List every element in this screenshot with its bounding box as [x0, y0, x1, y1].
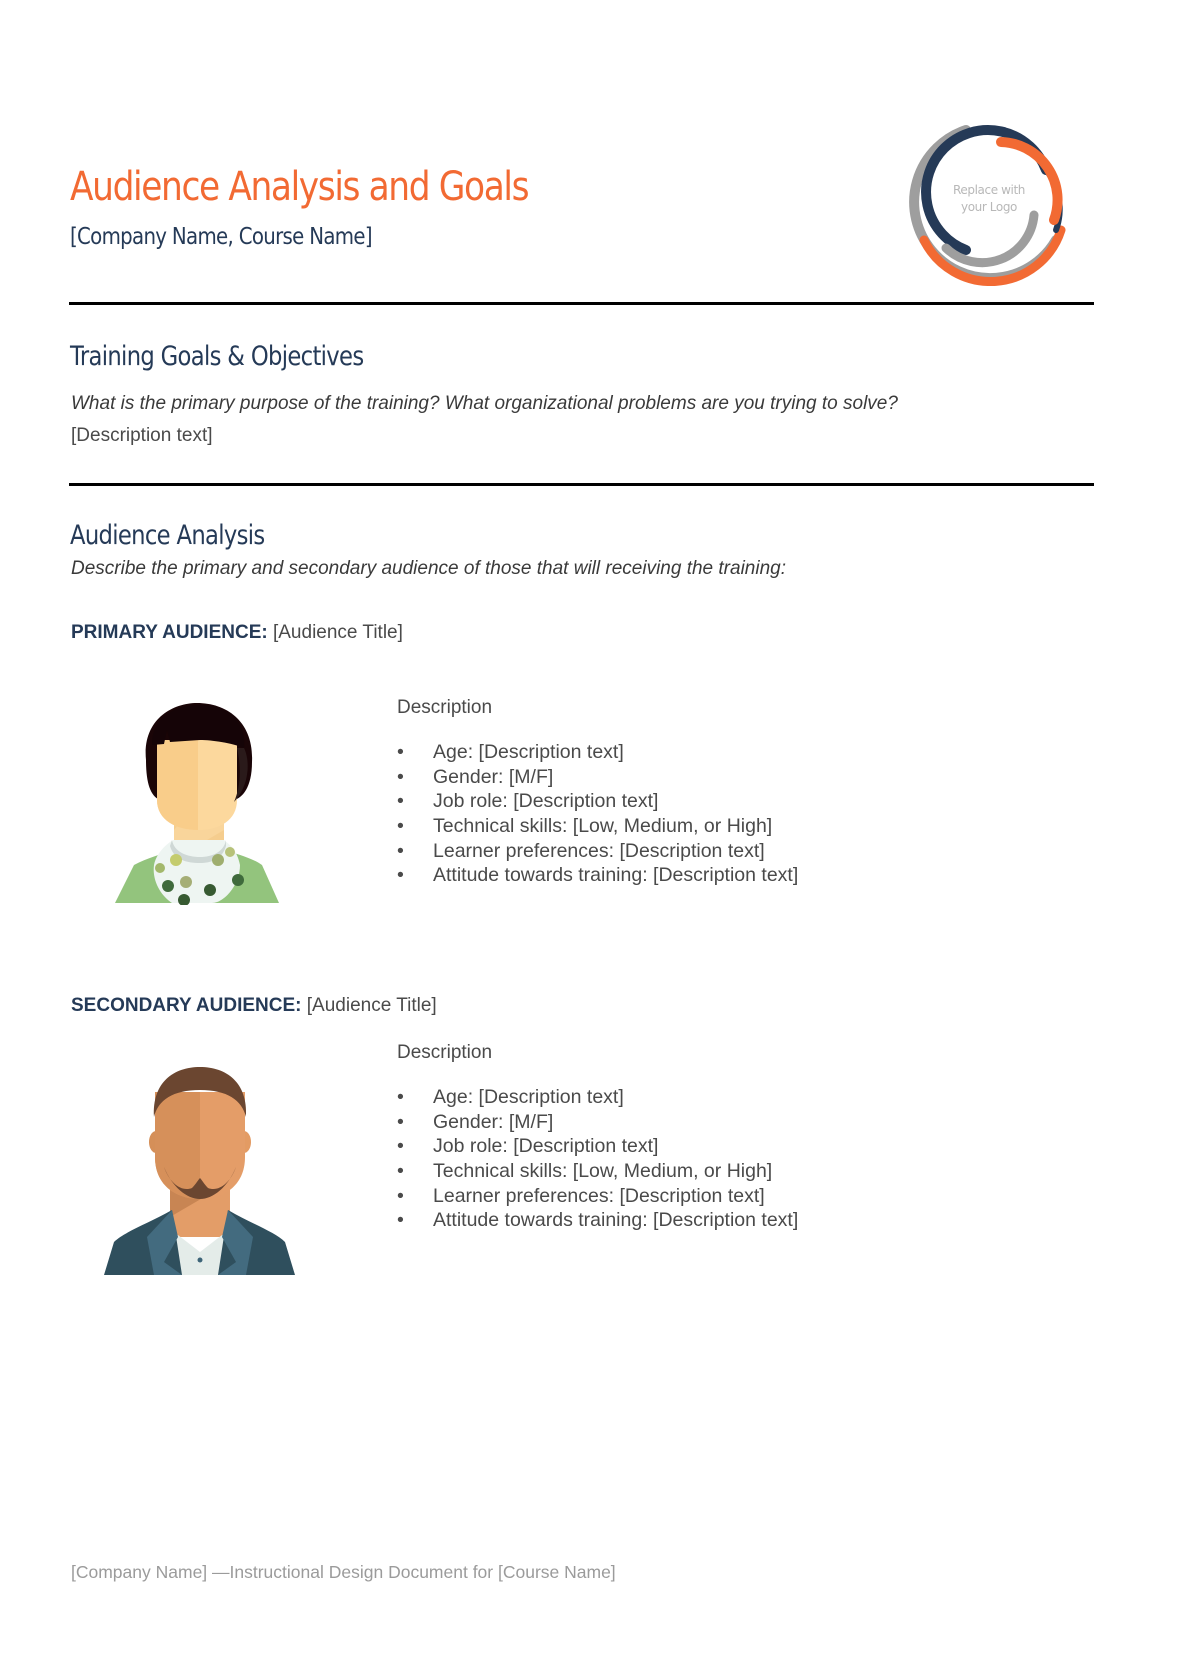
training-goals-question: What is the primary purpose of the training? What organizational problems are you trying to solve?: [71, 393, 898, 414]
audience-analysis-prompt: Describe the primary and secondary audience of those that will receiving the training:: [71, 558, 786, 579]
bullet-icon: •: [397, 1160, 404, 1183]
document-title: Audience Analysis and Goals: [70, 164, 529, 210]
list-item: [397, 814, 798, 839]
bullet-text: Age: [Description text]: [433, 741, 624, 763]
bullet-text: Gender: [M/F]: [433, 765, 554, 788]
list-item: [397, 1085, 798, 1110]
logo-text-line2: your Logo: [961, 200, 1017, 214]
bullet-text: Attitude towards training: [Description text]: [433, 864, 799, 887]
section-heading-audience-analysis: Audience Analysis: [70, 520, 265, 551]
list-item: [397, 1134, 798, 1159]
bullet-icon: •: [397, 1209, 404, 1232]
logo-text-line1: Replace with: [953, 183, 1025, 197]
secondary-audience-tag: SECONDARY AUDIENCE:: [71, 995, 302, 1016]
bullet-icon: •: [397, 815, 404, 838]
list-item: [397, 765, 798, 790]
female-avatar-icon: [112, 700, 282, 910]
training-goals-description: [Description text]: [71, 425, 213, 446]
bullet-text: Job role: [Description text]: [433, 1135, 659, 1158]
logo-placeholder: [906, 120, 1072, 286]
logo-placeholder-text: [906, 182, 1072, 216]
bullet-text: Learner preferences: [Description text]: [433, 839, 765, 862]
list-item: [397, 1110, 798, 1135]
list-item: [397, 1184, 798, 1209]
divider: [69, 483, 1094, 486]
bullet-icon: •: [397, 864, 404, 887]
bullet-icon: •: [397, 1135, 404, 1158]
section-heading-training-goals: Training Goals & Objectives: [70, 341, 364, 372]
bullet-icon: •: [397, 790, 404, 813]
bullet-icon: •: [397, 741, 404, 763]
divider: [69, 302, 1094, 305]
list-item: [397, 863, 798, 888]
bullet-icon: •: [397, 839, 404, 862]
bullet-text: Age: [Description text]: [433, 1086, 624, 1108]
list-item: [397, 1159, 798, 1184]
primary-audience-bullets: [397, 740, 798, 888]
bullet-icon: •: [397, 1086, 404, 1108]
bullet-icon: •: [397, 1110, 404, 1133]
secondary-audience-bullets: [397, 1085, 798, 1233]
bullet-text: Job role: [Description text]: [433, 790, 659, 813]
secondary-description-heading: Description: [397, 1042, 493, 1063]
male-avatar-icon: [102, 1062, 297, 1282]
bullet-icon: •: [397, 765, 404, 788]
primary-audience-tag: PRIMARY AUDIENCE:: [71, 622, 268, 643]
bullet-text: Technical skills: [Low, Medium, or High]: [433, 815, 773, 838]
list-item: [397, 839, 798, 864]
bullet-text: Attitude towards training: [Description text]: [433, 1209, 799, 1232]
document-subtitle: [Company Name, Course Name]: [70, 224, 372, 250]
page-footer: [Company Name] —Instructional Design Document for [Course Name]: [71, 1562, 616, 1582]
secondary-audience-label: [71, 995, 437, 1017]
bullet-text: Gender: [M/F]: [433, 1110, 554, 1133]
bullet-text: Technical skills: [Low, Medium, or High]: [433, 1160, 773, 1183]
list-item: [397, 789, 798, 814]
primary-audience-title: [Audience Title]: [267, 622, 403, 643]
list-item: [397, 740, 798, 765]
secondary-audience-title: [Audience Title]: [301, 995, 437, 1016]
bullet-icon: •: [397, 1184, 404, 1207]
primary-audience-label: [71, 622, 403, 644]
primary-description-heading: Description: [397, 697, 493, 718]
list-item: [397, 1208, 798, 1233]
bullet-text: Learner preferences: [Description text]: [433, 1184, 765, 1207]
